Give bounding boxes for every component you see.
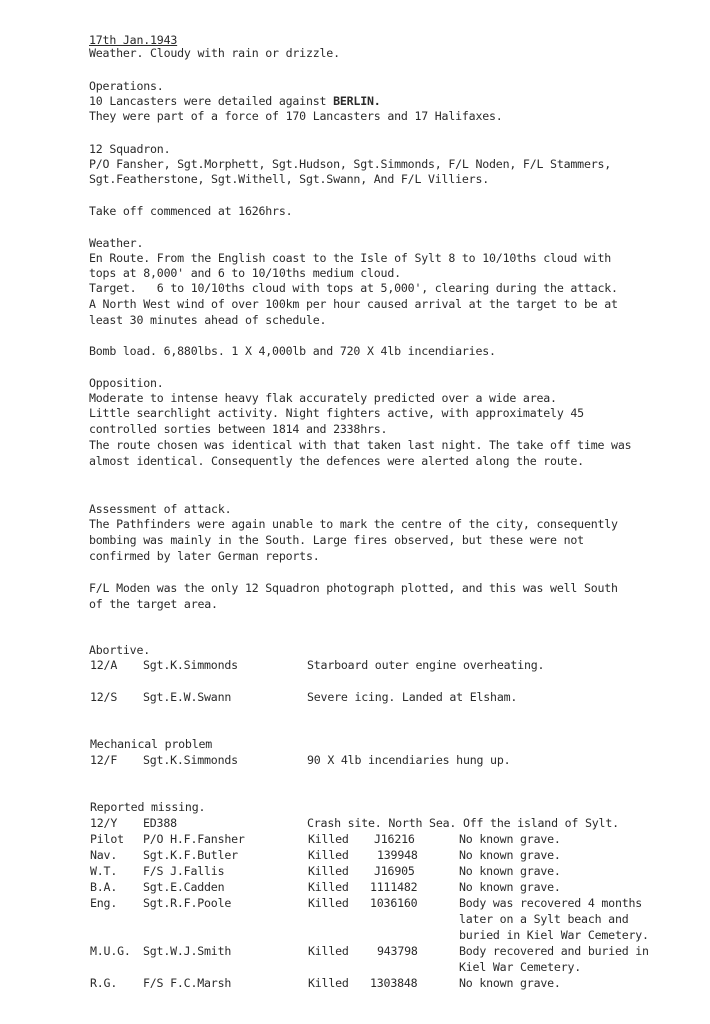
crew-note: No known grave.	[459, 976, 561, 990]
photo-note-line: F/L Moden was the only 12 Squadron photograph plotted, and this was well South	[89, 581, 618, 595]
abortive-reason: Severe icing. Landed at Elsham.	[307, 690, 518, 704]
crew-role: Nav.	[90, 848, 118, 862]
opposition-line: Little searchlight activity. Night fighters active, with approximately 45	[89, 406, 584, 420]
squadron-crew-line-1: P/O Fansher, Sgt.Morphett, Sgt.Hudson, Sgt.Simmonds, F/L Noden, F/L Stammers,	[89, 157, 612, 171]
weather-summary: Weather. Cloudy with rain or drizzle.	[89, 46, 340, 60]
crew-note: Body was recovered 4 months	[459, 896, 643, 910]
crew-note: buried in Kiel War Cemetery.	[459, 928, 649, 942]
assessment-heading: Assessment of attack.	[89, 502, 232, 516]
crew-note: No known grave.	[459, 832, 561, 846]
document-date: 17th Jan.1943	[89, 33, 178, 47]
crew-name: Sgt.E.Cadden	[143, 880, 225, 894]
crew-status: Killed	[308, 944, 349, 958]
abortive-name: Sgt.E.W.Swann	[143, 690, 232, 704]
crew-note: No known grave.	[459, 848, 561, 862]
crew-role: W.T.	[90, 864, 118, 878]
mechanical-heading: Mechanical problem	[90, 737, 213, 751]
crew-role: R.G.	[90, 976, 118, 990]
crew-note: No known grave.	[459, 880, 561, 894]
weather-detail-line: A North West wind of over 100km per hour caused arrival at the target to be at	[89, 297, 618, 311]
crew-number: 139948	[377, 848, 418, 862]
opposition-line: controlled sorties between 1814 and 2338hrs.	[89, 422, 388, 436]
crew-note: Body recovered and buried in	[459, 944, 649, 958]
crew-number: J16905	[374, 864, 415, 878]
operations-line-1-text: 10 Lancasters were detailed against	[89, 94, 334, 108]
crew-role: M.U.G.	[90, 944, 131, 958]
crew-status: Killed	[308, 864, 349, 878]
crew-name: Sgt.K.F.Butler	[143, 848, 238, 862]
operations-line-1	[89, 93, 381, 109]
crew-status: Killed	[308, 976, 349, 990]
crew-note: Kiel War Cemetery.	[459, 960, 582, 974]
crew-role: Eng.	[90, 896, 118, 910]
operations-heading: Operations.	[89, 79, 164, 93]
abortive-code: 12/A	[90, 658, 118, 672]
crew-number: 1111482	[370, 880, 418, 894]
weather-detail-heading: Weather.	[89, 236, 144, 250]
crew-name: P/O H.F.Fansher	[143, 832, 245, 846]
opposition-heading: Opposition.	[89, 376, 164, 390]
abortive-name: Sgt.K.Simmonds	[143, 658, 238, 672]
mechanical-reason: 90 X 4lb incendiaries hung up.	[307, 753, 511, 767]
crew-status: Killed	[308, 896, 349, 910]
bomb-load: Bomb load. 6,880lbs. 1 X 4,000lb and 720 X 4lb incendiaries.	[89, 344, 496, 358]
missing-serial: ED388	[143, 816, 177, 830]
weather-detail-line: least 30 minutes ahead of schedule.	[89, 313, 327, 327]
crew-status: Killed	[308, 880, 349, 894]
crew-role: B.A.	[90, 880, 118, 894]
crew-status: Killed	[308, 832, 349, 846]
opposition-line: almost identical. Consequently the defences were alerted along the route.	[89, 454, 584, 468]
crash-site: Crash site. North Sea. Off the island of Sylt.	[307, 816, 619, 830]
crew-role: Pilot	[90, 832, 124, 846]
squadron-heading: 12 Squadron.	[89, 142, 171, 156]
operations-target: BERLIN.	[333, 94, 381, 108]
photo-note-line: of the target area.	[89, 597, 218, 611]
crew-name: F/S J.Fallis	[143, 864, 225, 878]
abortive-code: 12/S	[90, 690, 118, 704]
crew-number: J16216	[374, 832, 415, 846]
assessment-line: confirmed by later German reports.	[89, 549, 320, 563]
crew-note: later on a Sylt beach and	[459, 912, 629, 926]
opposition-line: Moderate to intense heavy flak accurately predicted over a wide area.	[89, 391, 557, 405]
crew-number: 943798	[377, 944, 418, 958]
abortive-reason: Starboard outer engine overheating.	[307, 658, 545, 672]
crew-number: 1303848	[370, 976, 418, 990]
abortive-heading: Abortive.	[89, 643, 151, 657]
crew-status: Killed	[308, 848, 349, 862]
takeoff-time: Take off commenced at 1626hrs.	[89, 204, 293, 218]
operations-line-2: They were part of a force of 170 Lancasters and 17 Halifaxes.	[89, 109, 503, 123]
opposition-line: The route chosen was identical with that taken last night. The take off time was	[89, 438, 632, 452]
mechanical-code: 12/F	[90, 753, 118, 767]
squadron-crew-line-2: Sgt.Featherstone, Sgt.Withell, Sgt.Swann, And F/L Villiers.	[89, 172, 490, 186]
weather-detail-line: tops at 8,000' and 6 to 10/10ths medium cloud.	[89, 266, 401, 280]
mechanical-name: Sgt.K.Simmonds	[143, 753, 238, 767]
missing-code: 12/Y	[90, 816, 118, 830]
crew-number: 1036160	[370, 896, 418, 910]
crew-name: Sgt.R.F.Poole	[143, 896, 232, 910]
weather-detail-line: En Route. From the English coast to the Isle of Sylt 8 to 10/10ths cloud with	[89, 251, 612, 265]
missing-heading: Reported missing.	[90, 800, 206, 814]
crew-name: F/S F.C.Marsh	[143, 976, 232, 990]
crew-name: Sgt.W.J.Smith	[143, 944, 232, 958]
assessment-line: bombing was mainly in the South. Large fires observed, but these were not	[89, 533, 584, 547]
assessment-line: The Pathfinders were again unable to mark the centre of the city, consequently	[89, 517, 618, 531]
crew-note: No known grave.	[459, 864, 561, 878]
weather-detail-line: Target. 6 to 10/10ths cloud with tops at 5,000', clearing during the attack.	[89, 281, 618, 295]
